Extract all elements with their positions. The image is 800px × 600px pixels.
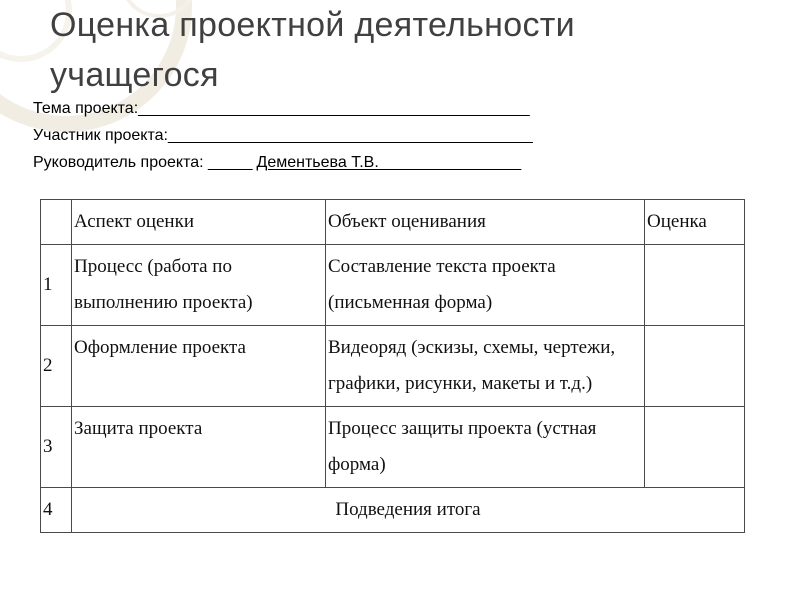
grade-cell[interactable] <box>645 407 745 488</box>
supervisor-line <box>33 152 533 179</box>
grade-cell[interactable] <box>645 326 745 407</box>
header-cell: Аспект оценки <box>72 200 326 245</box>
supervisor-label: Руководитель проекта: _____ <box>33 154 253 171</box>
participant-label: Участник проекта: <box>33 127 168 144</box>
title-line-1: Оценка проектной деятельности <box>50 6 575 44</box>
object-cell: Видеоряд (эскизы, схемы, чертежи, графики, рисунки, макеты и т.д.) <box>326 326 645 407</box>
assessment-table <box>40 199 745 533</box>
topic-line <box>33 98 533 125</box>
title-line-2: учащегося <box>50 56 219 94</box>
supervisor-value: Дементьева Т.В.________________ <box>256 154 522 171</box>
aspect-cell: Оформление проекта <box>72 326 326 407</box>
row-number: 1 <box>41 245 72 326</box>
project-meta <box>33 98 533 179</box>
summary-row <box>41 488 745 533</box>
header-cell <box>41 200 72 245</box>
aspect-cell: Процесс (работа по выполнению проекта) <box>72 245 326 326</box>
header-cell: Оценка <box>645 200 745 245</box>
grade-cell[interactable] <box>645 245 745 326</box>
participant-line <box>33 125 533 152</box>
row-number: 4 <box>41 488 72 533</box>
table-row <box>41 245 745 326</box>
object-cell: Составление текста проекта (письменная форма) <box>326 245 645 326</box>
topic-label: Тема проекта: <box>33 100 139 117</box>
row-number: 2 <box>41 326 72 407</box>
topic-blank: ____________________________________________ <box>138 100 530 117</box>
table-row <box>41 407 745 488</box>
table-header-row <box>41 200 745 245</box>
table-row <box>41 326 745 407</box>
object-cell: Процесс защиты проекта (устная форма) <box>326 407 645 488</box>
participant-blank: _________________________________________ <box>167 127 533 144</box>
header-cell: Объект оценивания <box>326 200 645 245</box>
page-title <box>50 0 575 100</box>
row-number: 3 <box>41 407 72 488</box>
aspect-cell: Защита проекта <box>72 407 326 488</box>
summary-cell: Подведения итога <box>72 488 745 533</box>
